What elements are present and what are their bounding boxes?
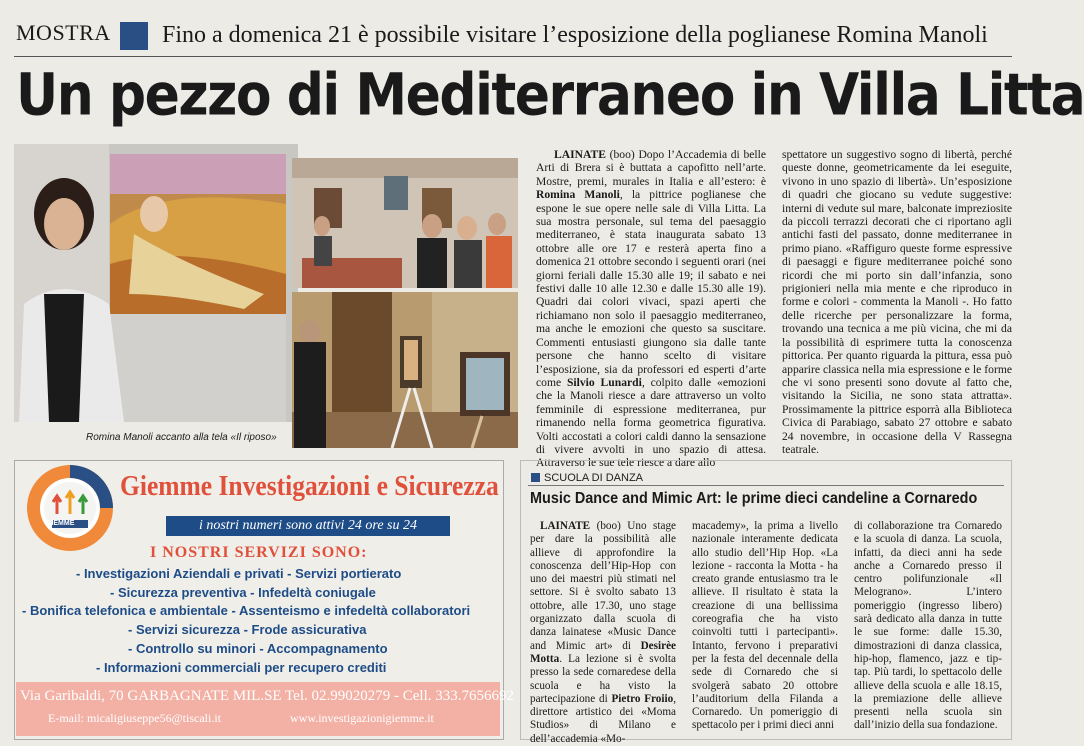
dance-article-title: Music Dance and Mimic Art: le prime dieci candeline a Cornaredo [530, 490, 978, 507]
photo-easels [292, 292, 518, 448]
dance-section-label: SCUOLA DI DANZA [544, 472, 644, 484]
article-text-4: spettatore un suggestivo sogno di libertà, perché queste donne, geometricamente da lei eseguite, vivono in uno spazio di libertà». Un’esposizione di quadri che giocano su vedute suggestive: interni di vedute sul mare, balconate impreziosite da piccoli terrazzi decorati che ci riportano agli antichi fasti del passato, donne mediterranee in primo piano. «Raffiguro queste forme espressive di paesaggi e figure mediterranee poiché sono ricordi che mi porto sin dall’infanzia, sono prigionieri nella mia mente e che riproduco in forme e colori - commenta la Manoli -. Ho fatto delle ricerche per personalizzare la forma, trovando una tecnica a me più vicina, che mi da la possibilità di esprimere tutta la conoscenza pittorica. Per quanto riguarda la pittura, essa può apparire classica nella mia espressione e le forme che vi sono presenti sono dovute al fatto che, visitando la Sicilia, ne sono stata attratta». Prossimamente la pittrice esporrà alla Biblioteca Civica di Parabiago, sabato 27 ottobre e sabato 24 novembre, in occasione della V Rassegna teatrale. [782, 148, 1012, 456]
section-square-icon [531, 473, 540, 482]
photo-easels-illustration [292, 292, 518, 448]
giemme-logo [24, 462, 116, 554]
dance-byline: (boo) [596, 520, 621, 532]
photo-artist-illustration [14, 144, 298, 422]
dance-text-1: Uno stage per dare la possibilità alle allieve di approfondire la conoscenza dell’Hip-Hop con uno dei maestri più stimati nel settore. Si è svolto sabato 13 ottobre, alle 17.30, uno stage organizzato dalla scuola di danza lainatese «Music Dance and Mimic art» di [530, 520, 676, 652]
dance-text-2: . La lezione si è svolta presso la sede cornaredese della scuola e ha visto la partecipazione di [530, 652, 676, 705]
giemme-logo-text: GIEMME [46, 520, 75, 527]
ad-service-line: - Controllo su minori - Accompagnamento [128, 641, 388, 656]
article-column-1 [536, 148, 766, 470]
dance-name-2: Pietro Froiio [611, 692, 674, 705]
photo-caption: Romina Manoli accanto alla tela «Il riposo» [86, 432, 277, 443]
article-name-2: Silvio Lunardi [566, 375, 642, 389]
article-text-3: , colpito dalle «emozioni che la Manoli riesce a dare attraverso un volto femminile di espressione mediterranea, pur rimanendo nella forma geometrica figurativa. Volti accostati a colori caldi danno la sensazione di vivere avvolti in uno spazio di attesa. Attraverso le sue tele riesce a dare allo [536, 375, 766, 470]
article-column-2 [782, 148, 1012, 456]
ad-service-line: - Sicurezza preventiva - Infedeltà coniugale [110, 585, 376, 600]
kicker-square-icon [120, 22, 148, 50]
dance-text-5: di collaborazione tra Cornaredo e la scuola di danza. La scuola, infatti, da dieci anni ha sede anche a Cornaredo presso il centro polifunzionale «Il Melograno». L’intero pomeriggio (ingresso libero) sarà dedicato alla danza in tutte le sue forme: dalle 15.30, dimostrazioni di danza classica, hip-hop, flamenco, jazz e tip-tap. Più tardi, lo spettacolo delle allieve della scuola e alle 18.15, la premiazione delle allieve presenti nella scuola sin dall’inizio della sua fondazione. [854, 520, 1002, 732]
dance-text-3: , direttore artistico dei «Moma Studios» di Milano e dell’accademia «Mo- [530, 692, 677, 745]
giemme-logo-icon [24, 462, 116, 554]
article-byline: (boo) [609, 148, 635, 161]
dance-column-2 [692, 520, 838, 735]
ad-service-line: - Investigazioni Aziendali e privati - Servizi portierato [76, 566, 402, 581]
ad-service-line: - Informazioni commerciali per recupero crediti [96, 660, 387, 675]
ad-address: Via Garibaldi, 70 GARBAGNATE MIL.SE Tel. 02.99020279 - Cell. 333.7656692 [20, 688, 514, 704]
ad-email-link[interactable]: E-mail: micaligiuseppe56@tiscali.it [48, 711, 222, 725]
article-text-1: Dopo l’Accademia di belle Arti di Brera si è buttata a capofitto nell’arte. Mostre, premi, murales in Italia e all’estero: è [536, 148, 766, 188]
ad-service-line: - Bonifica telefonica e ambientale - Assenteismo e infedeltà collaboratori [22, 603, 471, 618]
ad-availability-band: i nostri numeri sono attivi 24 ore su 24 [166, 516, 450, 536]
dance-text-4: macademy», la prima a livello nazionale interamente dedicata allo studio dell’Hip Hop. «La lezione - racconta la Motta - ha creato grande entusiasmo tra le allieve. Il risultato è stata la creazione di una bellissima coreografia che ha visto coinvolti tutti i partecipanti». Intanto, fervono i preparativi per la festa del decennale della sede di Cornaredo che si svolgerà sabato 20 ottobre l’auditorium della Filanda a Cornaredo. Un pomeriggio di spettacolo per i primi dieci anni [692, 520, 838, 732]
ad-service-line: - Servizi sicurezza - Frode assicurativa [128, 622, 367, 637]
article-text-2: , la pittrice poglianese che espone le sue opere nelle sale di Villa Litta. La sua mostra personale, sul tema del paesaggio mediterraneo, è stata inaugurata sabato 13 ottobre alle ore 17 e resterà aperta fino a domenica 21 ottobre secondo i seguenti orari (nei giorni feriali dalle 15.30 alle 19; il sabato e nei festivi dalle 10 alle 12.30 e dalle 15.30 alle 19). Quadri dai colori vivaci, spazi aperti che richiamano non solo il paesaggio mediterraneo, ma anche le emozioni che questo sa suscitare. Commenti entusiasti giungono sia dalle tante persone che hanno scelto di visitare l’esposizione, sia da professori ed esperti d’arte come [536, 188, 766, 389]
section-kicker-label: MOSTRA [16, 20, 111, 45]
photo-exhibition-visitors [292, 158, 518, 288]
ad-website-link[interactable]: www.investigazionigiemme.it [290, 711, 434, 725]
dance-section-divider [528, 485, 1004, 486]
dance-column-3 [854, 520, 1002, 735]
ad-title: Giemme Investigazioni e Sicurezza [120, 470, 499, 502]
dance-name-1: Desirèe Motta [530, 639, 676, 665]
article-dateline: LAINATE [554, 148, 606, 161]
photo-visitors-illustration [292, 158, 518, 288]
article-name-1: Romina Manoli [536, 188, 620, 202]
ad-services-heading: I NOSTRI SERVIZI SONO: [150, 544, 368, 561]
kicker-subtitle: Fino a domenica 21 è possibile visitare l’esposizione della poglianese Romina Manoli [162, 22, 988, 48]
kicker-divider [14, 56, 1012, 57]
headline: Un pezzo di Mediterraneo in Villa Litta [16, 62, 1084, 130]
dance-dateline: LAINATE [540, 520, 591, 532]
photo-artist-with-painting [14, 144, 298, 422]
dance-column-1 [530, 520, 677, 745]
